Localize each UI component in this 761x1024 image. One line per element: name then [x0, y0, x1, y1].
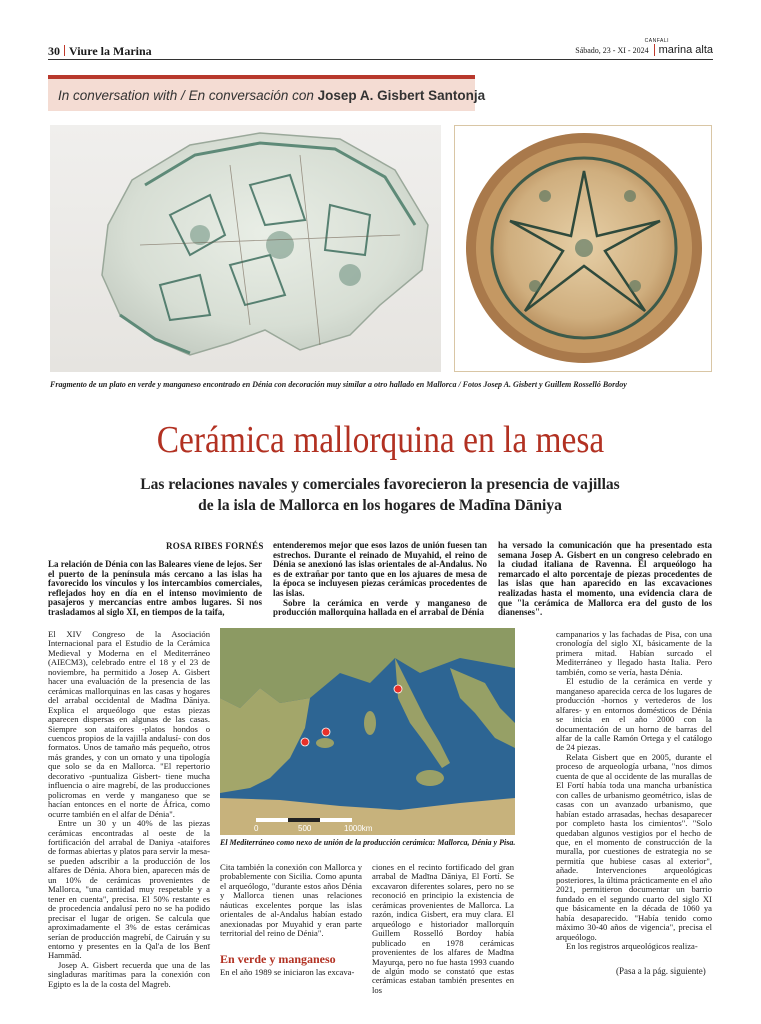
article-subhead: [80, 474, 680, 516]
lead-column-2: [273, 541, 487, 618]
lead-text-2a: entenderemos mejor que esos lazos de unión fuesen tan estrechos. Durante el reinado de Muyahid, el reino de Dénia se anexionó las islas orientales de al-Andalus. No es de extrañar por tanto que en los ajuares de mesa de la época se incluyesen piezas cerámicas procedentes de las islas.: [273, 540, 487, 598]
map-caption: El Mediterráneo como nexo de unión de la producción cerámica: Mallorca, Dénia y Pisa.: [220, 838, 516, 847]
lead-column-3: [498, 541, 712, 618]
scale-label-0: 0: [254, 824, 259, 833]
map-illustration: [220, 628, 515, 835]
body-col3-p1: ciones en el recinto fortificado del gran arrabal de Madīna Dāniya, El Fortí. Se excavaron diferentes solares, pero no se reconoció en principio la existencia de cerámicas provenientes de Mallorca. La razón, indica Gisbert, era muy clara. El arqueólogo e historiador mallorquín Guillem Rosselló Bordoy había publicado en 1978 cerámicas provenientes de los alfares de Madīna Mayurqa, pero no fue hasta 1993 cuando de algún modo se constató que estas cerámicas estaban también presentes en los: [372, 862, 514, 995]
article-headline: Cerámica mallorquina en la mesa: [156, 419, 605, 461]
photo-caption: Fragmento de un plato en verde y manganeso encontrado en Dénia con decoración muy similar a otro hallado en Mallorca / Fotos Josep A. Gisbert y Guillem Rosselló Bordoy: [50, 380, 627, 389]
photo-plate-fragment: [50, 125, 441, 372]
body-col2-p2: En el año 1989 se iniciaron las excava-: [220, 967, 355, 977]
mediterranean-map: [220, 628, 515, 835]
scale-bar-white: [256, 818, 288, 822]
body-column-1: [48, 630, 210, 989]
plate-fragment-illustration: [50, 125, 441, 372]
interview-kicker: [48, 75, 486, 111]
body-col1-p1: El XIV Congreso de la Asociación Internacional para el Estudio de la Cerámica Medieval y Moderna en el Mediterráneo (AIECM3), celebrado entre el 18 y el 23 de noviembre, ha permitido a Josep A. Gisbert hacer una evaluación de la presencia de las cerámicas mallorquinas en las casas y hogares del arrabal occidental de Madīna Dāniya. Explica el arqueólogo que estas piezas aparecen dispersas en algunas de las casas. Siempre son ataifores -platos hondos o cuencos propios de la vajilla andalusí- con dos formatos. Unos de tamaño más pequeño, otros más grandes, y con un ornato y una tipología que solo se da en Mallorca. "El repertorio decorativo -puntualiza Gisbert- tiene mucha influencia o aire magrebí, de las producciones policromas en verde y manganeso que se hacían entonces en el norte de África, como ocurre también en el alfar de Dénia".: [48, 629, 210, 819]
issue-date: Sábado, 23 - XI - 2024: [575, 46, 649, 55]
subhead-line-2: de la isla de Mallorca en los hogares de Madīna Dāniya: [198, 497, 562, 514]
lead-column-1: [48, 560, 262, 618]
article-author: ROSA RIBES FORNÉS: [166, 541, 264, 551]
body-col4-p4: En los registros arqueológicos realiza-: [566, 940, 698, 951]
page-section: [48, 44, 152, 59]
page-number: 30: [48, 44, 60, 58]
plate-illustration: [455, 126, 712, 372]
kicker-name: Josep A. Gisbert Santonja: [317, 88, 486, 103]
section-name: Viure la Marina: [69, 44, 152, 58]
body-column-4: [556, 630, 712, 951]
page-date-brand: [575, 38, 713, 56]
kicker-prefix: In conversation with / En conversación con: [58, 88, 318, 103]
lead-text-3: ha versado la comunicación que ha presentado esta semana Josep A. Gisbert en un congreso celebrado en la ciudad italiana de Ravenna. El arqueólogo ha remarcado el alto porcentaje de piezas procedentes de las islas que han aparecido en las excavaciones realizadas hasta el momento, una evidencia clara de que "la cerámica de Mallorca era del gusto de los dianenses".: [498, 540, 712, 618]
brand-tagline: CANFALI: [644, 38, 669, 44]
scale-bar-white-2: [320, 818, 352, 822]
body-col4-p3: Relata Gisbert que en 2005, durante el proceso de arqueología urbana, "nos dimos cuenta de que al occidente de las murallas de El Fortí había toda una mancha urbanística con calles de urbanismo geométrico, islas de casas con un avanzado urbanismo, que habían estado arrasadas, hechas desaparecer por completo hasta los cimientos". "Solo quedaban algunos vestigios por el hecho de que, en el momento de construcción de la muralla, por cuestiones de estrategia no se permitía que hubiese casas al exterior", añade. Intervenciones arqueológicas posteriores, la última prácticamente en el año 2021, permitieron documentar un barrio fundado en el segundo cuarto del siglo XI que básicamente en la década de 1060 ya había desaparecido. "Había tenido como máximo 30-40 años de vigencia", precisa el arqueólogo.: [556, 751, 712, 942]
section-subtitle: En verde y manganeso: [220, 952, 336, 966]
body-column-3: [372, 863, 514, 995]
body-col1-p3: Josep A. Gisbert recuerda que una de las singladuras marítimas para la conexión con Egipto es la de la costa del Magreb.: [48, 959, 210, 989]
kicker-text: [58, 88, 485, 103]
header-divider: [64, 45, 65, 56]
photo-plate-mallorca: [454, 125, 712, 372]
scale-bar-black: [288, 818, 320, 822]
lead-text-1: La relación de Dénia con las Baleares viene de lejos. Ser el puerto de la península más cercano a las islas ha favorecido los vínculos y los intercambios comerciales, reflejados hoy en día en el intenso movimiento de pasajeros y mercancías entre ambos lugares. Si nos trasladamos al siglo XI, en tiempos de la taifa,: [48, 559, 262, 617]
continue-note: (Pasa a la pág. siguiente): [616, 966, 706, 976]
marker-denia: [301, 738, 309, 746]
page-header: [48, 38, 713, 60]
scale-label-1000: 1000km: [344, 824, 373, 833]
subhead-line-1: Las relaciones navales y comerciales favorecieron la presencia de vajillas: [140, 476, 620, 493]
brand-logo: marina alta: [654, 44, 713, 56]
scale-label-500: 500: [298, 824, 312, 833]
lead-text-2b: Sobre la cerámica en verde y manganeso de producción mallorquina hallada en el arrabal de Dénia: [273, 597, 487, 618]
body-col4-p2: El estudio de la cerámica en verde y manganeso aparecida cerca de los lugares de producción -hornos y vertederos de los alfares- y en entornos domésticos de Dénia se inicia en el año 2000 con la documentación de un horno de barras del alfar de la calle Ramón Ortega y el catálogo de 24 piezas.: [556, 676, 712, 753]
body-col2-p1: Cita también la conexión con Mallorca y probablemente con Sicilia. Como apunta el arqueólogo, "durante estos años Dénia y Mallorca tienen unas relaciones náuticas excelentes porque las islas orientales de al-Andalus habían estado anexionadas por Muyahid y eran parte territorial del reino de Dénia".: [220, 862, 362, 939]
body-column-2b: [220, 968, 362, 977]
marker-mallorca: [322, 728, 330, 736]
body-column-2: [220, 863, 362, 939]
body-col1-p2: Entre un 30 y un 40% de las piezas cerámicas encontradas al oeste de la fortificación del arrabal de Daniya -ataifores de formas abiertas y platos para servir la mesa- se pueden adscribir a la producción de los alfares de Dénia. Ahora bien, aparecen más de un 10% de cerámicas provenientes de Mallorca, "una cantidad muy respetable y a tener en cuenta", precisa. El 50% restante es de procedencia andalusí pero no se ha podido precisar el lugar de origen. Se calcula que aproximadamente el 3% de estas cerámicas serían de producción magrebí, de Cairuán y su entorno y presentes en la Qal'a de los Benī Hammād.: [48, 818, 210, 961]
marker-pisa: [394, 685, 402, 693]
body-col4-p1: campanarios y las fachadas de Pisa, con una cronología del siglo XI, básicamente de la primera mitad. Habían surcado el Mediterráneo y llegado hasta Italia. Pero también, como se vería, hasta Dénia.: [556, 629, 712, 677]
